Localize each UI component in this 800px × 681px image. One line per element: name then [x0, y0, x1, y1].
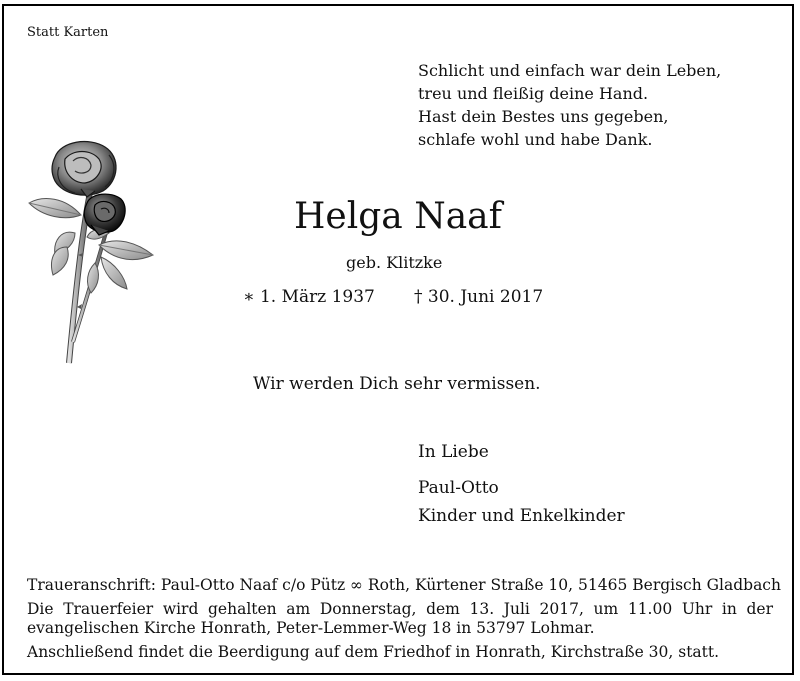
deceased-name-text: Helga Naaf	[294, 196, 502, 237]
poem-line: treu und fleißig deine Hand.	[418, 84, 649, 103]
ceremony-line: evangelischen Kirche Honrath, Peter-Lemmer-Weg 18 in 53797 Lohmar.	[27, 619, 595, 637]
poem-line: Schlicht und einfach war dein Leben,	[418, 61, 722, 80]
death-date: † 30. Juni 2017	[414, 287, 544, 307]
ceremony-line: Die Trauerfeier wird gehalten am Donnerstag, dem 13. Juli 2017, um 11.00 Uhr in der	[27, 600, 773, 618]
farewell-message: Wir werden Dich sehr vermissen.	[253, 374, 541, 394]
mourning-address: Traueranschrift: Paul-Otto Naaf c/o Pütz ∞ Roth, Kürtener Straße 10, 51465 Bergisch Gladbach	[27, 576, 781, 594]
maiden-name: geb. Klitzke	[346, 253, 443, 272]
poem-line: schlafe wohl und habe Dank.	[418, 130, 653, 149]
header-label: Statt Karten	[27, 25, 109, 40]
rose-icon	[25, 137, 160, 377]
birth-date: ∗ 1. März 1937	[243, 287, 375, 307]
signature-name: Paul-Otto	[418, 478, 499, 498]
poem-line: Hast dein Bestes uns gegeben,	[418, 107, 669, 126]
signature-name: Kinder und Enkelkinder	[418, 506, 625, 526]
burial-info: Anschließend findet die Beerdigung auf dem Friedhof in Honrath, Kirchstraße 30, statt.	[27, 643, 720, 661]
deceased-name	[0, 196, 800, 237]
signature-intro: In Liebe	[418, 442, 489, 462]
poem	[418, 59, 721, 151]
